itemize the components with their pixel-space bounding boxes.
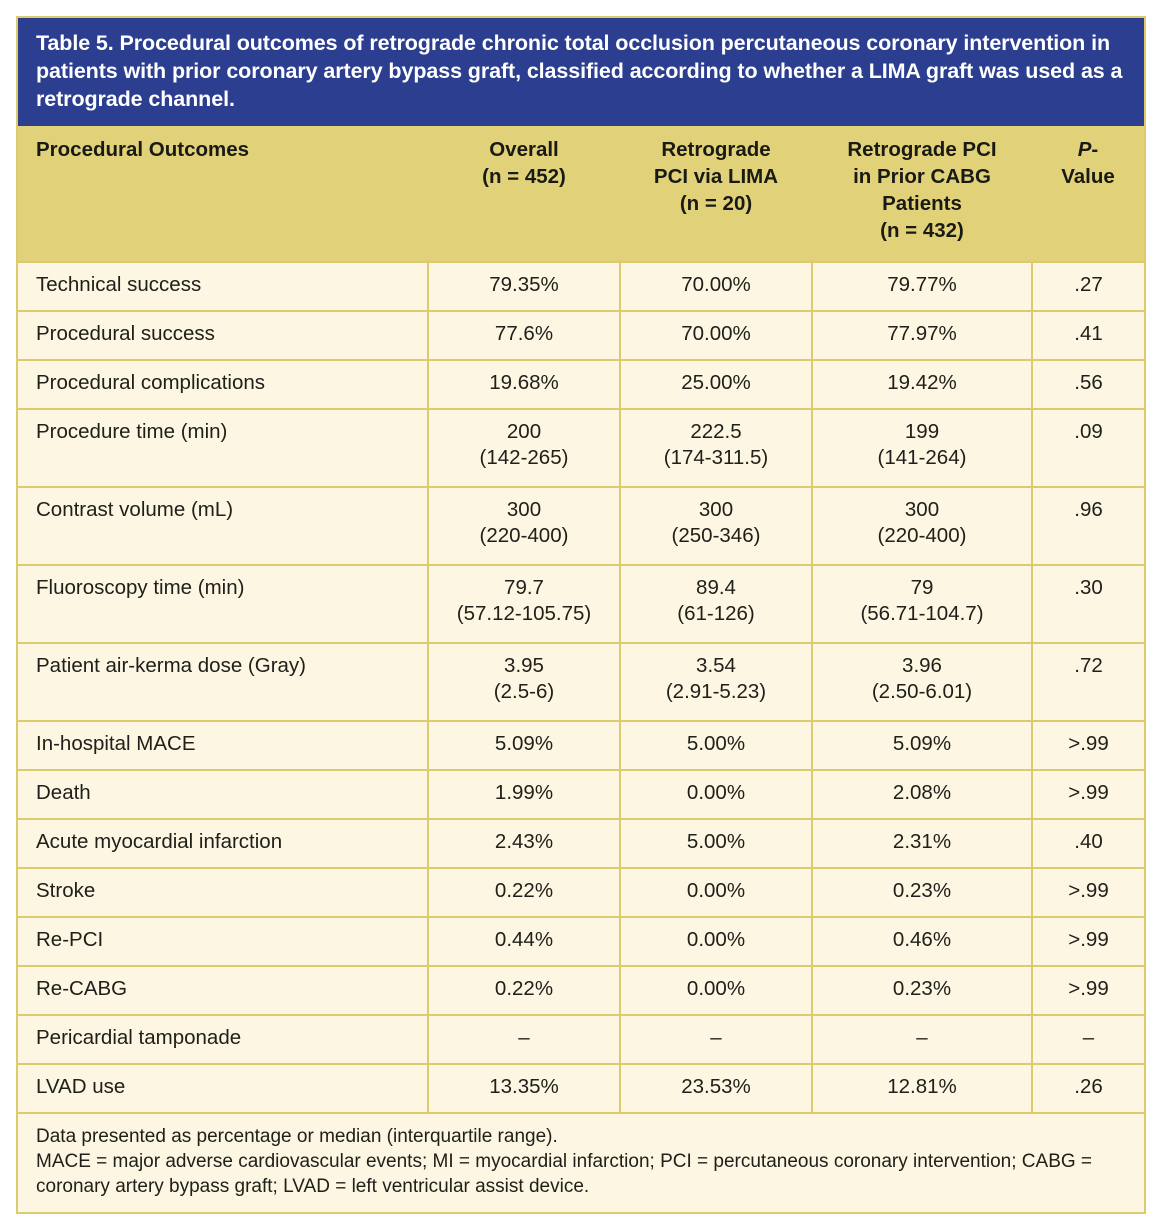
cell-cabg — [812, 819, 1032, 868]
cell-cabg — [812, 262, 1032, 311]
table-row — [18, 721, 1144, 770]
cell-lima-value: 5.00% — [686, 731, 746, 755]
row-label: Stroke — [18, 868, 428, 917]
cell-lima-value: 25.00% — [681, 370, 751, 394]
cell-lima-value: 0.00% — [686, 780, 746, 804]
column-header-lima-line2: PCI via LIMA — [653, 164, 779, 188]
row-label: Fluoroscopy time (min) — [18, 565, 428, 643]
column-header-cabg-line2: in Prior CABG — [853, 164, 991, 188]
cell-overall-range: (2.5-6) — [493, 680, 555, 704]
row-label: Procedural success — [18, 311, 428, 360]
cell-cabg-range: (56.71-104.7) — [860, 602, 984, 626]
cell-cabg — [812, 311, 1032, 360]
cell-cabg-value: 79 — [910, 575, 934, 599]
cell-cabg-value: 3.96 — [902, 653, 942, 677]
cell-overall-value: 0.44% — [494, 927, 554, 951]
table-row — [18, 487, 1144, 565]
header-row — [18, 126, 1144, 262]
cell-overall — [428, 311, 620, 360]
cell-lima — [620, 770, 812, 819]
p-italic: P — [1077, 137, 1092, 161]
table-row — [18, 262, 1144, 311]
cell-pvalue — [1032, 565, 1144, 643]
cell-cabg — [812, 360, 1032, 409]
column-header-lima — [620, 126, 812, 262]
column-header-outcomes: Procedural Outcomes — [18, 126, 428, 262]
row-label: Technical success — [18, 262, 428, 311]
cell-cabg — [812, 966, 1032, 1015]
cell-overall-value: 77.6% — [494, 321, 554, 345]
cell-pvalue — [1032, 487, 1144, 565]
cell-cabg-range: (2.50-6.01) — [871, 680, 973, 704]
cell-pvalue-value: .27 — [1074, 272, 1103, 296]
cell-overall — [428, 565, 620, 643]
cell-pvalue-value: .40 — [1074, 829, 1103, 853]
cell-lima-value: 70.00% — [681, 272, 751, 296]
cell-lima — [620, 643, 812, 721]
cell-pvalue — [1032, 262, 1144, 311]
cell-cabg-value: 0.23% — [892, 878, 952, 902]
row-label: Acute myocardial infarction — [18, 819, 428, 868]
cell-lima-value: 23.53% — [681, 1074, 751, 1098]
table-footnotes — [18, 1112, 1144, 1212]
cell-pvalue-value: .41 — [1074, 321, 1103, 345]
cell-lima-range: (250-346) — [671, 524, 761, 548]
cell-overall-value: 3.95 — [504, 653, 544, 677]
cell-cabg — [812, 565, 1032, 643]
cell-cabg — [812, 1015, 1032, 1064]
table-row — [18, 360, 1144, 409]
cell-lima-value: 89.4 — [696, 575, 736, 599]
cell-overall — [428, 487, 620, 565]
cell-lima-value: 222.5 — [690, 419, 742, 443]
cell-cabg-value: 2.08% — [892, 780, 952, 804]
cell-pvalue — [1032, 311, 1144, 360]
cell-lima-range: (174-311.5) — [663, 446, 769, 470]
cell-overall-range: (220-400) — [479, 524, 569, 548]
cell-pvalue-value: .96 — [1074, 497, 1103, 521]
cell-pvalue-value: .26 — [1074, 1074, 1103, 1098]
cell-overall — [428, 1064, 620, 1112]
cell-overall — [428, 966, 620, 1015]
cell-overall — [428, 1015, 620, 1064]
cell-lima — [620, 487, 812, 565]
column-header-lima-line3: (n = 20) — [679, 191, 753, 215]
cell-overall — [428, 262, 620, 311]
cell-overall — [428, 360, 620, 409]
table-row — [18, 643, 1144, 721]
column-header-pvalue — [1032, 126, 1144, 262]
table-row — [18, 917, 1144, 966]
cell-overall-value: 0.22% — [494, 976, 554, 1000]
row-label: Patient air-kerma dose (Gray) — [18, 643, 428, 721]
cell-cabg-value: 79.77% — [887, 272, 957, 296]
cell-cabg — [812, 643, 1032, 721]
table-row — [18, 966, 1144, 1015]
cell-overall-value: 5.09% — [494, 731, 554, 755]
cell-pvalue — [1032, 360, 1144, 409]
cell-lima — [620, 917, 812, 966]
cell-cabg — [812, 409, 1032, 487]
cell-lima-range: (2.91-5.23) — [665, 680, 767, 704]
column-header-overall-line2: (n = 452) — [482, 164, 566, 188]
table-row — [18, 565, 1144, 643]
cell-lima-value: 70.00% — [681, 321, 751, 345]
table-header — [18, 126, 1144, 262]
column-header-pvalue-line2: Value — [1061, 164, 1115, 188]
cell-lima-value: 0.00% — [686, 878, 746, 902]
cell-lima-value: 0.00% — [686, 976, 746, 1000]
cell-lima — [620, 565, 812, 643]
cell-cabg-range: (141-264) — [877, 446, 967, 470]
table-body — [18, 262, 1144, 1112]
cell-lima — [620, 1064, 812, 1112]
cell-pvalue-value: – — [1082, 1025, 1095, 1049]
cell-lima-range: (61-126) — [677, 602, 755, 626]
cell-cabg — [812, 721, 1032, 770]
cell-overall-value: 1.99% — [494, 780, 554, 804]
cell-cabg — [812, 487, 1032, 565]
cell-pvalue — [1032, 770, 1144, 819]
cell-lima — [620, 1015, 812, 1064]
cell-pvalue-value: .30 — [1074, 575, 1103, 599]
row-label: Contrast volume (mL) — [18, 487, 428, 565]
cell-pvalue — [1032, 721, 1144, 770]
table-row — [18, 770, 1144, 819]
cell-pvalue-value: >.99 — [1068, 927, 1109, 951]
table-figure — [16, 16, 1146, 1214]
cell-overall — [428, 721, 620, 770]
cell-cabg-value: 5.09% — [892, 731, 952, 755]
cell-lima-value: 5.00% — [686, 829, 746, 853]
cell-pvalue-value: >.99 — [1068, 878, 1109, 902]
cell-overall-value: 79.35% — [489, 272, 559, 296]
cell-lima — [620, 311, 812, 360]
cell-lima — [620, 262, 812, 311]
row-label: Procedure time (min) — [18, 409, 428, 487]
row-label: Re-CABG — [18, 966, 428, 1015]
cell-lima-value: 300 — [698, 497, 734, 521]
cell-overall — [428, 917, 620, 966]
procedural-outcomes-table — [18, 126, 1144, 1112]
cell-cabg-value: 0.46% — [892, 927, 952, 951]
cell-cabg-value: 12.81% — [887, 1074, 957, 1098]
cell-pvalue — [1032, 643, 1144, 721]
cell-overall-range: (57.12-105.75) — [456, 602, 592, 626]
table-caption: Table 5. Procedural outcomes of retrograde chronic total occlusion percutaneous coronary intervention in patients with prior coronary artery bypass graft, classified according to whether a LIMA graft was used as a retrograde channel. — [18, 18, 1144, 126]
cell-cabg-value: 0.23% — [892, 976, 952, 1000]
cell-cabg-value: 19.42% — [887, 370, 957, 394]
column-header-cabg-line3: Patients — [882, 191, 962, 215]
row-label: Death — [18, 770, 428, 819]
cell-cabg — [812, 868, 1032, 917]
cell-lima-value: 0.00% — [686, 927, 746, 951]
cell-overall — [428, 643, 620, 721]
cell-overall-value: – — [518, 1025, 530, 1049]
cell-overall-value: 200 — [506, 419, 542, 443]
footnote-line-2: MACE = major adverse cardiovascular events; MI = myocardial infarction; PCI = percutaneous coronary intervention; CABG = coronary artery bypass graft; LVAD = left ventricular assist device. — [36, 1151, 1093, 1198]
cell-cabg-value: 300 — [904, 497, 940, 521]
cell-overall-value: 300 — [506, 497, 542, 521]
cell-overall — [428, 819, 620, 868]
cell-cabg-value: 199 — [904, 419, 940, 443]
table-row — [18, 311, 1144, 360]
column-header-cabg-line4: (n = 432) — [880, 218, 964, 242]
cell-overall-value: 79.7 — [504, 575, 544, 599]
cell-pvalue — [1032, 1064, 1144, 1112]
cell-pvalue-value: >.99 — [1068, 780, 1109, 804]
cell-lima-value: 3.54 — [696, 653, 736, 677]
row-label: In-hospital MACE — [18, 721, 428, 770]
column-header-overall — [428, 126, 620, 262]
row-label: Re-PCI — [18, 917, 428, 966]
cell-cabg-range: (220-400) — [877, 524, 967, 548]
cell-lima — [620, 360, 812, 409]
cell-pvalue — [1032, 966, 1144, 1015]
cell-overall — [428, 868, 620, 917]
cell-cabg-value: – — [916, 1025, 928, 1049]
cell-pvalue-value: .09 — [1074, 419, 1103, 443]
cell-cabg-value: 2.31% — [892, 829, 952, 853]
cell-pvalue-value: .56 — [1074, 370, 1103, 394]
column-header-pvalue-line1 — [1040, 136, 1136, 163]
footnote-line-1: Data presented as percentage or median (interquartile range). — [36, 1125, 558, 1147]
cell-pvalue — [1032, 409, 1144, 487]
column-header-cabg-line1: Retrograde PCI — [847, 137, 997, 161]
column-header-lima-line1: Retrograde — [661, 137, 771, 161]
cell-pvalue-value: >.99 — [1068, 976, 1109, 1000]
cell-cabg — [812, 770, 1032, 819]
cell-pvalue — [1032, 819, 1144, 868]
table-row — [18, 1064, 1144, 1112]
cell-pvalue — [1032, 1015, 1144, 1064]
cell-overall-value: 0.22% — [494, 878, 554, 902]
row-label: Pericardial tamponade — [18, 1015, 428, 1064]
cell-pvalue — [1032, 868, 1144, 917]
cell-lima — [620, 966, 812, 1015]
column-header-cabg — [812, 126, 1032, 262]
column-header-overall-line1: Overall — [489, 137, 559, 161]
cell-lima-value: – — [710, 1025, 722, 1049]
cell-lima — [620, 868, 812, 917]
cell-lima — [620, 819, 812, 868]
cell-pvalue — [1032, 917, 1144, 966]
cell-pvalue-value: >.99 — [1068, 731, 1109, 755]
table-row — [18, 409, 1144, 487]
table-row — [18, 1015, 1144, 1064]
cell-overall-value: 2.43% — [494, 829, 554, 853]
cell-overall — [428, 409, 620, 487]
cell-overall-value: 19.68% — [489, 370, 559, 394]
cell-overall-value: 13.35% — [489, 1074, 559, 1098]
cell-overall-range: (142-265) — [479, 446, 569, 470]
p-dash: - — [1091, 137, 1099, 161]
table-row — [18, 819, 1144, 868]
cell-cabg-value: 77.97% — [887, 321, 957, 345]
cell-cabg — [812, 1064, 1032, 1112]
row-label: LVAD use — [18, 1064, 428, 1112]
cell-cabg — [812, 917, 1032, 966]
cell-lima — [620, 721, 812, 770]
row-label: Procedural complications — [18, 360, 428, 409]
table-row — [18, 868, 1144, 917]
cell-lima — [620, 409, 812, 487]
cell-overall — [428, 770, 620, 819]
cell-pvalue-value: .72 — [1074, 653, 1103, 677]
